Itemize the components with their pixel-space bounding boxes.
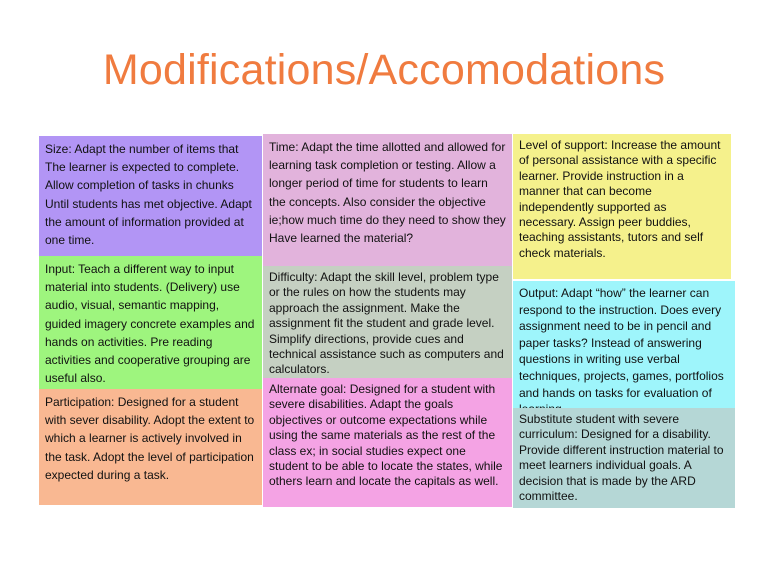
substitute-box: Substitute student with severe curriculum: Designed for a disability. Provide different instruction material to meet learners individual goals. A decision that is made by the ARD committee. [513,408,735,508]
page-title: Modifications/Accomodations [102,46,666,94]
size-box: Size: Adapt the number of items that The learner is expected to complete. Allow completion of tasks in chunks Until students has met objective. Adapt the amount of information provided at one time. [39,136,262,256]
participation-box: Participation: Designed for a student with sever disability. Adopt the extent to which a learner is actively involved in the task. Adopt the level of participation expected during a task. [39,389,262,505]
time-box: Time: Adapt the time allotted and allowed for learning task completion or testing. Allow a longer period of time for students to learn the concepts. Also consider the objective ie;how much time do they need to show they Have learned the material? [263,134,512,266]
input-box: Input: Teach a different way to input material into students. (Delivery) use audio, visual, semantic mapping, guided imagery concrete examples and hands on activities. Pre reading activities and cooperative grouping are useful also. [39,256,262,389]
difficulty-box: Difficulty: Adapt the skill level, problem type or the rules on how the students may approach the assignment. Make the assignment fit the student and grade level. Simplify directions, provide cues and technical assistance such as computers and calculators. [263,266,512,378]
level-of-support-box: Level of support: Increase the amount of personal assistance with a specific learner. Provide instruction in a manner that can become independently supported as necessary. Assign peer buddies, teaching assistants, tutors and self check materials. [513,134,731,279]
alternate-goal-box: Alternate goal: Designed for a student with severe disabilities. Adapt the goals objectives or outcome expectations while using the same materials as the rest of the class ex; in social studies expect one student to be able to locate the states, while others learn and locate the capitals as well. [263,378,512,507]
output-box: Output: Adapt “how” the learner can respond to the instruction. Does every assignment need to be in pencil and paper tasks? Instead of answering questions in writing use verbal techniques, projects, games, portfolios and hands on tasks for evaluation of [513,281,735,408]
